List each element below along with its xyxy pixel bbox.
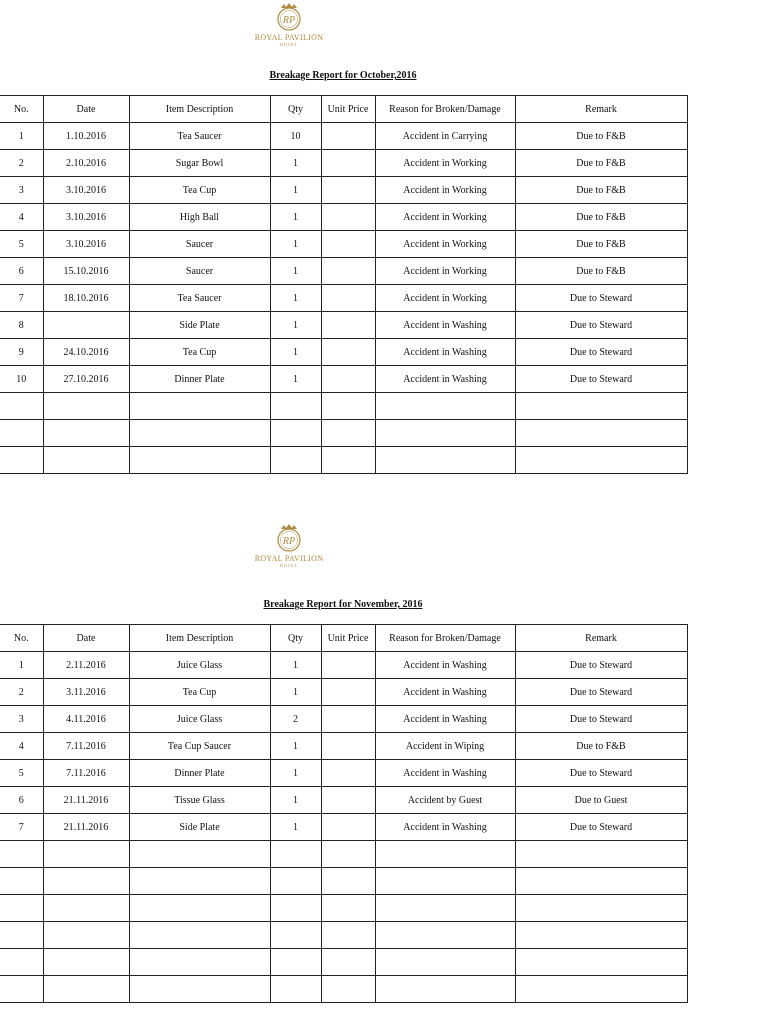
- empty-cell: [129, 922, 270, 949]
- header-col-item-description: Item Description: [129, 625, 270, 652]
- empty-cell: [129, 420, 270, 447]
- cell-item-description: Tea Saucer: [129, 123, 270, 150]
- cell-no: 9: [0, 339, 43, 366]
- table-row: [0, 150, 687, 177]
- cell-item-description: Saucer: [129, 258, 270, 285]
- empty-cell: [321, 841, 375, 868]
- cell-unit-price: [321, 312, 375, 339]
- cell-unit-price: [321, 706, 375, 733]
- cell-remark: Due to Steward: [515, 760, 687, 787]
- cell-qty: 1: [270, 733, 321, 760]
- logo-brand: ROYAL PAVILION: [254, 33, 324, 42]
- cell-date: 4.11.2016: [43, 706, 129, 733]
- crest-icon: [269, 523, 309, 553]
- empty-cell: [321, 895, 375, 922]
- cell-unit-price: [321, 814, 375, 841]
- cell-qty: 1: [270, 679, 321, 706]
- empty-row: [0, 895, 687, 922]
- cell-qty: 1: [270, 258, 321, 285]
- empty-cell: [270, 420, 321, 447]
- cell-no: 7: [0, 285, 43, 312]
- header-col-remark: Remark: [515, 96, 687, 123]
- cell-qty: 1: [270, 760, 321, 787]
- table-row: [0, 258, 687, 285]
- empty-cell: [375, 922, 515, 949]
- cell-qty: 1: [270, 366, 321, 393]
- empty-cell: [129, 895, 270, 922]
- cell-no: 2: [0, 679, 43, 706]
- empty-cell: [270, 393, 321, 420]
- cell-date: 2.11.2016: [43, 652, 129, 679]
- cell-no: 7: [0, 814, 43, 841]
- cell-no: 1: [0, 652, 43, 679]
- empty-cell: [515, 447, 687, 474]
- cell-date: 7.11.2016: [43, 733, 129, 760]
- cell-remark: Due to F&B: [515, 150, 687, 177]
- table-row: [0, 285, 687, 312]
- cell-qty: 1: [270, 204, 321, 231]
- empty-cell: [43, 393, 129, 420]
- header-col-reason: Reason for Broken/Damage: [375, 96, 515, 123]
- table-header-row: [0, 96, 687, 123]
- empty-row: [0, 841, 687, 868]
- cell-remark: Due to F&B: [515, 177, 687, 204]
- cell-no: 2: [0, 150, 43, 177]
- cell-item-description: Tea Cup: [129, 679, 270, 706]
- cell-remark: Due to F&B: [515, 231, 687, 258]
- report-title-october: Breakage Report for October,2016: [269, 70, 417, 81]
- cell-date: 3.10.2016: [43, 231, 129, 258]
- logo-sub: HOTEL: [279, 42, 299, 47]
- empty-cell: [270, 447, 321, 474]
- cell-reason: Accident in Working: [375, 258, 515, 285]
- cell-remark: Due to Steward: [515, 814, 687, 841]
- empty-cell: [321, 949, 375, 976]
- empty-row: [0, 976, 687, 1003]
- empty-cell: [129, 447, 270, 474]
- cell-remark: Due to F&B: [515, 123, 687, 150]
- empty-cell: [0, 447, 43, 474]
- cell-remark: Due to F&B: [515, 204, 687, 231]
- cell-date: 18.10.2016: [43, 285, 129, 312]
- header-col-unit-price: Unit Price: [321, 96, 375, 123]
- empty-row: [0, 868, 687, 895]
- cell-remark: Due to Steward: [515, 339, 687, 366]
- empty-cell: [375, 420, 515, 447]
- cell-qty: 1: [270, 652, 321, 679]
- table-row: [0, 123, 687, 150]
- table-row: [0, 706, 687, 733]
- crest-icon: [269, 2, 309, 32]
- empty-cell: [43, 976, 129, 1003]
- cell-reason: Accident in Working: [375, 204, 515, 231]
- cell-reason: Accident in Washing: [375, 339, 515, 366]
- cell-qty: 10: [270, 123, 321, 150]
- cell-reason: Accident in Working: [375, 285, 515, 312]
- cell-item-description: High Ball: [129, 204, 270, 231]
- cell-date: 21.11.2016: [43, 814, 129, 841]
- cell-remark: Due to F&B: [515, 733, 687, 760]
- cell-item-description: Tissue Glass: [129, 787, 270, 814]
- empty-cell: [321, 447, 375, 474]
- cell-no: 8: [0, 312, 43, 339]
- cell-reason: Accident in Working: [375, 150, 515, 177]
- hotel-logo: [249, 2, 329, 50]
- cell-remark: Due to Guest: [515, 787, 687, 814]
- cell-unit-price: [321, 231, 375, 258]
- logo-monogram: RP: [282, 15, 296, 26]
- cell-no: 6: [0, 787, 43, 814]
- table-row: [0, 231, 687, 258]
- cell-reason: Accident in Washing: [375, 706, 515, 733]
- cell-item-description: Juice Glass: [129, 706, 270, 733]
- cell-remark: Due to Steward: [515, 679, 687, 706]
- empty-cell: [129, 976, 270, 1003]
- cell-qty: 1: [270, 231, 321, 258]
- empty-cell: [515, 868, 687, 895]
- table-row: [0, 679, 687, 706]
- cell-unit-price: [321, 787, 375, 814]
- cell-no: 4: [0, 733, 43, 760]
- header-col-unit-price: Unit Price: [321, 625, 375, 652]
- empty-cell: [270, 949, 321, 976]
- empty-cell: [515, 976, 687, 1003]
- empty-cell: [129, 393, 270, 420]
- cell-date: 1.10.2016: [43, 123, 129, 150]
- empty-cell: [129, 841, 270, 868]
- cell-reason: Accident in Washing: [375, 652, 515, 679]
- empty-cell: [515, 393, 687, 420]
- header-col-item-description: Item Description: [129, 96, 270, 123]
- table-row: [0, 204, 687, 231]
- cell-qty: 1: [270, 312, 321, 339]
- empty-cell: [375, 868, 515, 895]
- cell-date: 3.10.2016: [43, 204, 129, 231]
- table-header-row: [0, 625, 687, 652]
- cell-remark: Due to Steward: [515, 285, 687, 312]
- cell-unit-price: [321, 733, 375, 760]
- table-row: [0, 814, 687, 841]
- cell-unit-price: [321, 760, 375, 787]
- cell-remark: Due to F&B: [515, 258, 687, 285]
- header-col-qty: Qty: [270, 96, 321, 123]
- report-title-november: Breakage Report for November, 2016: [263, 599, 423, 610]
- cell-no: 5: [0, 231, 43, 258]
- cell-qty: 2: [270, 706, 321, 733]
- empty-row: [0, 393, 687, 420]
- cell-item-description: Tea Saucer: [129, 285, 270, 312]
- empty-cell: [43, 868, 129, 895]
- cell-remark: Due to Steward: [515, 706, 687, 733]
- empty-cell: [321, 868, 375, 895]
- cell-date: 27.10.2016: [43, 366, 129, 393]
- cell-unit-price: [321, 652, 375, 679]
- logo-sub: HOTEL: [279, 563, 299, 568]
- cell-reason: Accident in Working: [375, 177, 515, 204]
- cell-unit-price: [321, 177, 375, 204]
- cell-date: 2.10.2016: [43, 150, 129, 177]
- cell-item-description: Sugar Bowl: [129, 150, 270, 177]
- cell-date: 15.10.2016: [43, 258, 129, 285]
- cell-reason: Accident in Washing: [375, 312, 515, 339]
- empty-cell: [43, 922, 129, 949]
- cell-item-description: Dinner Plate: [129, 366, 270, 393]
- empty-cell: [43, 447, 129, 474]
- empty-cell: [270, 841, 321, 868]
- empty-cell: [0, 976, 43, 1003]
- cell-item-description: Dinner Plate: [129, 760, 270, 787]
- cell-qty: 1: [270, 177, 321, 204]
- header-col-date: Date: [43, 625, 129, 652]
- header-col-date: Date: [43, 96, 129, 123]
- empty-cell: [0, 895, 43, 922]
- empty-cell: [43, 420, 129, 447]
- cell-item-description: Tea Cup: [129, 177, 270, 204]
- cell-qty: 1: [270, 150, 321, 177]
- header-col-no: No.: [0, 625, 43, 652]
- empty-cell: [0, 922, 43, 949]
- cell-reason: Accident in Working: [375, 231, 515, 258]
- cell-date: [43, 312, 129, 339]
- cell-date: 7.11.2016: [43, 760, 129, 787]
- cell-date: 24.10.2016: [43, 339, 129, 366]
- empty-row: [0, 420, 687, 447]
- empty-cell: [43, 895, 129, 922]
- table-row: [0, 339, 687, 366]
- cell-reason: Accident in Washing: [375, 679, 515, 706]
- breakage-table-october: [0, 95, 688, 474]
- cell-unit-price: [321, 366, 375, 393]
- cell-qty: 1: [270, 339, 321, 366]
- empty-cell: [321, 922, 375, 949]
- cell-date: 3.11.2016: [43, 679, 129, 706]
- header-col-remark: Remark: [515, 625, 687, 652]
- cell-item-description: Side Plate: [129, 312, 270, 339]
- cell-remark: Due to Steward: [515, 652, 687, 679]
- table-row: [0, 652, 687, 679]
- empty-cell: [515, 895, 687, 922]
- cell-date: 21.11.2016: [43, 787, 129, 814]
- cell-unit-price: [321, 123, 375, 150]
- empty-cell: [0, 949, 43, 976]
- empty-cell: [43, 949, 129, 976]
- empty-cell: [43, 841, 129, 868]
- cell-item-description: Tea Cup Saucer: [129, 733, 270, 760]
- empty-cell: [375, 393, 515, 420]
- empty-cell: [515, 922, 687, 949]
- empty-cell: [321, 976, 375, 1003]
- cell-reason: Accident in Washing: [375, 814, 515, 841]
- empty-cell: [515, 841, 687, 868]
- cell-no: 5: [0, 760, 43, 787]
- cell-unit-price: [321, 204, 375, 231]
- empty-row: [0, 949, 687, 976]
- cell-reason: Accident in Carrying: [375, 123, 515, 150]
- empty-cell: [0, 420, 43, 447]
- cell-reason: Accident in Washing: [375, 366, 515, 393]
- cell-no: 10: [0, 366, 43, 393]
- empty-cell: [0, 841, 43, 868]
- cell-unit-price: [321, 150, 375, 177]
- cell-unit-price: [321, 285, 375, 312]
- cell-item-description: Juice Glass: [129, 652, 270, 679]
- empty-cell: [0, 868, 43, 895]
- breakage-table-november: [0, 624, 688, 1003]
- cell-remark: Due to Steward: [515, 366, 687, 393]
- cell-date: 3.10.2016: [43, 177, 129, 204]
- table-row: [0, 312, 687, 339]
- empty-cell: [375, 895, 515, 922]
- empty-row: [0, 922, 687, 949]
- table-row: [0, 733, 687, 760]
- empty-cell: [270, 976, 321, 1003]
- cell-reason: Accident in Washing: [375, 760, 515, 787]
- hotel-logo: [249, 523, 329, 571]
- empty-cell: [129, 868, 270, 895]
- cell-item-description: Side Plate: [129, 814, 270, 841]
- header-col-reason: Reason for Broken/Damage: [375, 625, 515, 652]
- logo-brand: ROYAL PAVILION: [254, 554, 324, 563]
- cell-unit-price: [321, 258, 375, 285]
- empty-cell: [375, 949, 515, 976]
- cell-remark: Due to Steward: [515, 312, 687, 339]
- empty-cell: [375, 841, 515, 868]
- logo-monogram: RP: [282, 536, 296, 547]
- empty-cell: [375, 976, 515, 1003]
- header-col-qty: Qty: [270, 625, 321, 652]
- cell-unit-price: [321, 679, 375, 706]
- empty-cell: [321, 393, 375, 420]
- cell-reason: Accident in Wiping: [375, 733, 515, 760]
- empty-row: [0, 447, 687, 474]
- cell-no: 1: [0, 123, 43, 150]
- empty-cell: [321, 420, 375, 447]
- cell-item-description: Saucer: [129, 231, 270, 258]
- empty-cell: [129, 949, 270, 976]
- empty-cell: [375, 447, 515, 474]
- cell-no: 3: [0, 177, 43, 204]
- empty-cell: [515, 420, 687, 447]
- cell-no: 6: [0, 258, 43, 285]
- empty-cell: [270, 868, 321, 895]
- table-row: [0, 366, 687, 393]
- cell-qty: 1: [270, 787, 321, 814]
- table-row: [0, 177, 687, 204]
- cell-qty: 1: [270, 814, 321, 841]
- cell-unit-price: [321, 339, 375, 366]
- cell-reason: Accident by Guest: [375, 787, 515, 814]
- header-col-no: No.: [0, 96, 43, 123]
- cell-no: 4: [0, 204, 43, 231]
- table-row: [0, 760, 687, 787]
- empty-cell: [515, 949, 687, 976]
- cell-no: 3: [0, 706, 43, 733]
- empty-cell: [270, 922, 321, 949]
- table-row: [0, 787, 687, 814]
- cell-item-description: Tea Cup: [129, 339, 270, 366]
- empty-cell: [270, 895, 321, 922]
- cell-qty: 1: [270, 285, 321, 312]
- empty-cell: [0, 393, 43, 420]
